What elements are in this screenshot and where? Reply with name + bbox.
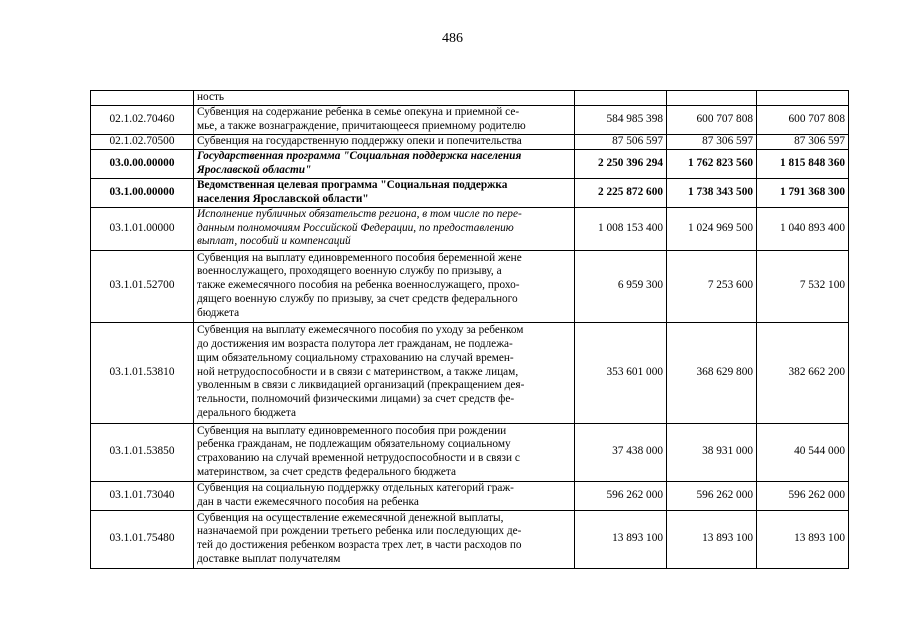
row-name-line: дан в части ежемесячного пособия на ребенка [197, 495, 419, 508]
table-row [91, 207, 849, 250]
row-name-line: бюджета [197, 306, 240, 319]
row-name-line: страхованию на случай временной нетрудоспособности и в связи с [197, 452, 520, 465]
row-value-1: 37 438 000 [575, 423, 667, 481]
row-name [194, 423, 575, 481]
row-name-line: данным полномочиям Российской Федерации, по предоставлению [197, 221, 514, 234]
row-value-2 [667, 91, 757, 106]
row-value-1 [575, 91, 667, 106]
row-name-line: тельности, полномочий физическими лицами) за счет средств фе- [197, 393, 515, 406]
row-value-3: 1 040 893 400 [757, 207, 849, 250]
row-name-line: Субвенция на социальную поддержку отдельных категорий граж- [197, 481, 514, 494]
row-name-line: Субвенция на выплату ежемесячного пособия по уходу за ребенком [197, 324, 524, 337]
row-value-2: 7 253 600 [667, 250, 757, 322]
row-code: 03.1.01.53850 [91, 423, 194, 481]
row-value-2: 13 893 100 [667, 510, 757, 568]
row-name-line: мье, а также вознаграждение, причитающееся приемному родителю [197, 119, 526, 132]
row-name [194, 481, 575, 510]
row-code: 02.1.02.70500 [91, 134, 194, 149]
row-value-2: 1 738 343 500 [667, 178, 757, 207]
row-name-line: населения Ярославской области" [197, 192, 369, 205]
row-code: 03.1.01.00000 [91, 207, 194, 250]
row-name-line: дерального бюджета [197, 407, 296, 420]
budget-table [90, 90, 849, 569]
row-name-line: ребенка гражданам, не подлежащим обязательному социальному [197, 438, 511, 451]
row-value-1: 13 893 100 [575, 510, 667, 568]
table-row [91, 134, 849, 149]
table-row [91, 322, 849, 423]
row-name-line: уволенным в связи с ликвидацией организаций (прекращением дея- [197, 379, 525, 392]
row-value-1: 6 959 300 [575, 250, 667, 322]
row-value-3: 600 707 808 [757, 105, 849, 134]
row-code: 03.1.01.53810 [91, 322, 194, 423]
table-row [91, 423, 849, 481]
row-value-1: 2 250 396 294 [575, 149, 667, 178]
table-row [91, 481, 849, 510]
row-name [194, 149, 575, 178]
row-value-3: 1 791 368 300 [757, 178, 849, 207]
row-value-2: 1 762 823 560 [667, 149, 757, 178]
row-value-3: 596 262 000 [757, 481, 849, 510]
row-name-line: Субвенция на выплату единовременного пособия беременной жене [197, 251, 522, 264]
row-name-line: Субвенция на осуществление ежемесячной денежной выплаты, [197, 511, 504, 524]
table-row [91, 149, 849, 178]
row-code: 03.1.00.00000 [91, 178, 194, 207]
row-name-line: материнством, за счет средств федерального бюджета [197, 465, 456, 478]
row-name-line: щим обязательному социальному страхованию на случай времен- [197, 351, 514, 364]
row-value-3 [757, 91, 849, 106]
row-value-2: 600 707 808 [667, 105, 757, 134]
row-name [194, 250, 575, 322]
page-number: 486 [442, 31, 463, 46]
row-value-1: 1 008 153 400 [575, 207, 667, 250]
table-row [91, 91, 849, 106]
row-name [194, 91, 575, 106]
row-code: 03.1.01.73040 [91, 481, 194, 510]
row-name-line: ной нетрудоспособности и в связи с материнством, а также лицам, [197, 365, 519, 378]
row-value-3: 13 893 100 [757, 510, 849, 568]
row-name [194, 134, 575, 149]
table-row [91, 105, 849, 134]
row-name-line: Субвенция на выплату единовременного пособия при рождении [197, 424, 507, 437]
row-value-2: 87 306 597 [667, 134, 757, 149]
row-name-line: до достижения им возраста полутора лет гражданам, не подлежа- [197, 338, 513, 351]
row-name-line: Исполнение публичных обязательств региона, в том числе по пере- [197, 207, 522, 220]
row-value-3: 40 544 000 [757, 423, 849, 481]
row-name [194, 207, 575, 250]
row-name-line: назначаемой при рождении третьего ребенка или последующих де- [197, 525, 522, 538]
row-value-1: 2 225 872 600 [575, 178, 667, 207]
table-row [91, 250, 849, 322]
row-name [194, 322, 575, 423]
row-name-line: Государственная программа "Социальная поддержка населения [197, 149, 522, 162]
row-value-3: 87 306 597 [757, 134, 849, 149]
row-name [194, 178, 575, 207]
row-code: 03.0.00.00000 [91, 149, 194, 178]
row-name-line: Субвенция на содержание ребенка в семье опекуна и приемной се- [197, 106, 520, 118]
row-code: 02.1.02.70460 [91, 105, 194, 134]
row-value-1: 584 985 398 [575, 105, 667, 134]
row-value-1: 353 601 000 [575, 322, 667, 423]
row-name-line: ность [197, 91, 225, 103]
row-value-2: 1 024 969 500 [667, 207, 757, 250]
row-name-line: Ведомственная целевая программа "Социальная поддержка [197, 178, 508, 191]
row-value-3: 382 662 200 [757, 322, 849, 423]
row-value-2: 368 629 800 [667, 322, 757, 423]
row-value-3: 7 532 100 [757, 250, 849, 322]
row-name-line: Субвенция на государственную поддержку опеки и попечительства [197, 134, 522, 147]
row-code: 03.1.01.52700 [91, 250, 194, 322]
row-value-1: 596 262 000 [575, 481, 667, 510]
table-row [91, 178, 849, 207]
row-name-line: выплат, пособий и компенсаций [197, 235, 351, 248]
row-code: 03.1.01.75480 [91, 510, 194, 568]
row-name-line: также ежемесячного пособия на ребенка военнослужащего, прохо- [197, 279, 520, 292]
row-value-1: 87 506 597 [575, 134, 667, 149]
row-value-3: 1 815 848 360 [757, 149, 849, 178]
row-name-line: доставке выплат получателям [197, 552, 341, 565]
row-name [194, 105, 575, 134]
row-value-2: 38 931 000 [667, 423, 757, 481]
row-name-line: дящего военную службу по призыву, за счет средств федерального [197, 292, 518, 305]
row-code [91, 91, 194, 106]
row-name-line: Ярославской области" [197, 163, 312, 176]
row-name-line: военнослужащего, проходящего военную службу по призыву, а [197, 265, 502, 278]
row-value-2: 596 262 000 [667, 481, 757, 510]
row-name [194, 510, 575, 568]
row-name-line: тей до достижения ребенком возраста трех лет, в части расходов по [197, 539, 522, 552]
table-row [91, 510, 849, 568]
